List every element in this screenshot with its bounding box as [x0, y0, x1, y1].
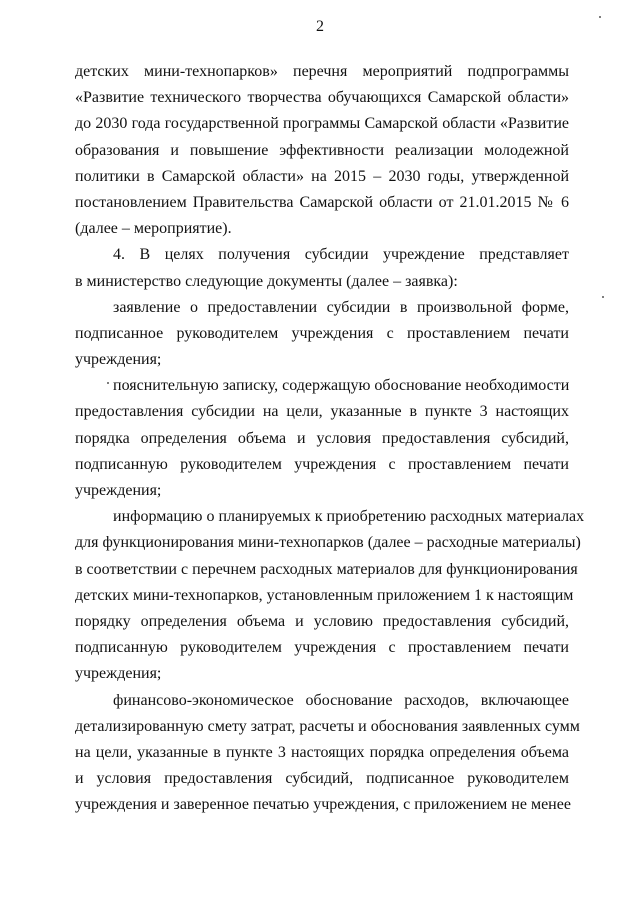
text-line: учреждения; [75, 351, 162, 369]
text-line: заявление о предоставлении субсидии в произвольной форме, [113, 298, 569, 316]
text-line: детских мини-технопарков, установленным приложением 1 к настоящим [75, 586, 574, 604]
paragraph [75, 59, 569, 242]
text-line: «Развитие технического творчества обучающихся Самарской области» [75, 89, 569, 107]
text-line: до 2030 года государственной программы Самарской области «Развитие [75, 115, 569, 133]
text-line: в министерство следующие документы (далее – заявка): [75, 272, 458, 290]
text-line: для функционирования мини-технопарков (далее – расходные материалы) [75, 534, 581, 552]
text-line: 4. В целях получения субсидии учреждение представляет [113, 246, 569, 264]
text-line: детализированную смету затрат, расчеты и обоснования заявленных сумм [75, 717, 580, 735]
text-line: детских мини-технопарков» перечня мероприятий подпрограммы [75, 63, 569, 80]
text-line: на цели, указанные в пункте 3 настоящих порядка определения объема [75, 743, 569, 761]
text-line: учреждения; [75, 482, 162, 499]
text-line: учреждения; [75, 665, 162, 683]
text-line: пояснительную записку, содержащую обоснование необходимости [113, 377, 570, 395]
paragraph [75, 295, 569, 374]
text-line: подписанную руководителем учреждения с проставлением печати [75, 455, 569, 473]
paragraph [75, 242, 569, 294]
text-line: постановлением Правительства Самарской области от 21.01.2015 № 6 [75, 193, 569, 211]
text-line: в соответствии с перечнем расходных материалов для функционирования [75, 560, 578, 578]
text-line: политики в Самарской области» на 2015 – 2030 годы, утвержденной [75, 167, 569, 185]
text-line: (далее – мероприятие). [75, 220, 232, 238]
paragraph [75, 373, 569, 504]
text-line: подписанную руководителем учреждения с проставлением печати [75, 639, 569, 657]
text-line: предоставления субсидии на цели, указанные в пункте 3 настоящих [75, 403, 569, 421]
text-line: образования и повышение эффективности реализации молодежной [75, 141, 569, 159]
paragraph [75, 688, 580, 819]
text-line: порядку определения объема и условию предоставления субсидий, [75, 612, 569, 630]
scan-speck [599, 16, 601, 18]
scan-speck [107, 382, 109, 384]
document-body [75, 59, 585, 818]
scan-speck [602, 296, 604, 298]
text-line: порядка определения объема и условия предоставления субсидий, [75, 429, 569, 447]
page-number: 2 [316, 18, 324, 35]
text-line: и условия предоставления субсидий, подписанное руководителем [75, 770, 569, 788]
text-line: финансово-экономическое обоснование расходов, включающее [113, 691, 569, 709]
text-line: информацию о планируемых к приобретению расходных материалах [113, 508, 585, 526]
text-line: учреждения и заверенное печатью учреждения, с приложением не менее [75, 796, 571, 814]
paragraph [75, 504, 585, 687]
text-line: подписанное руководителем учреждения с проставлением печати [75, 324, 569, 342]
